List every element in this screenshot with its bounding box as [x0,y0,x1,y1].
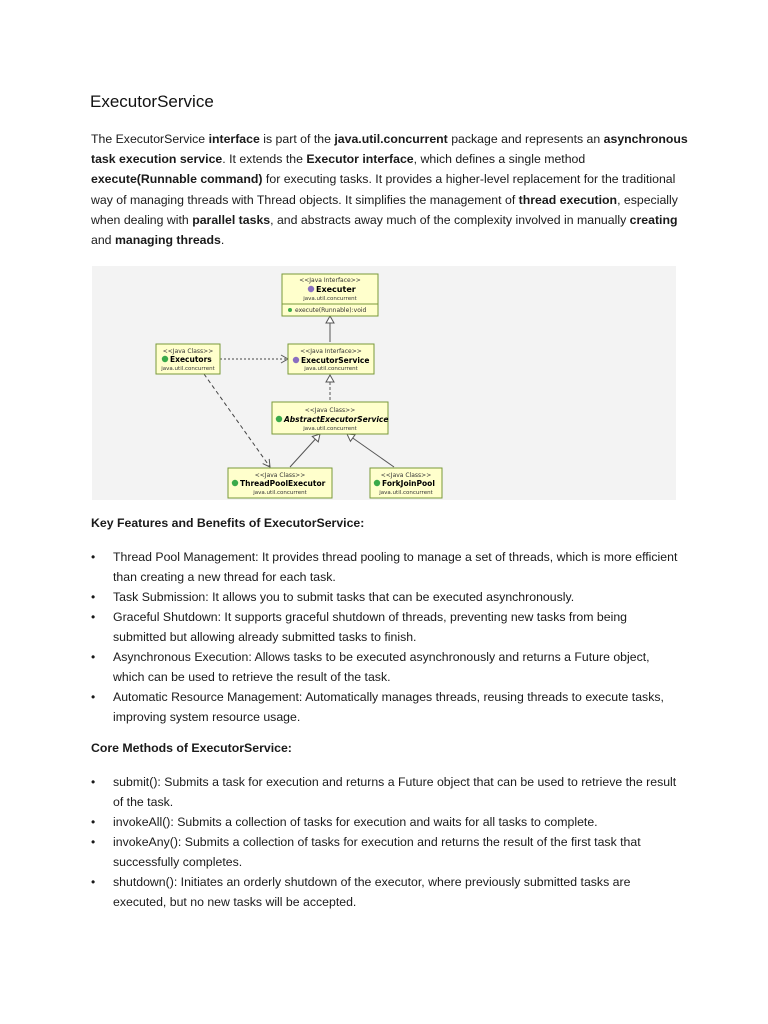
uml-class-name: ThreadPoolExecutor [240,479,326,488]
list-item-text: Thread Pool Management: It provides thread pooling to manage a set of threads, which is more efficient than creating a new thread for each task. [113,550,678,584]
uml-package: java.util.concurrent [379,490,433,496]
uml-class-name: Executors [170,355,212,364]
class-icon [276,416,282,422]
public-method-icon [288,308,292,312]
intro-text: . [220,233,225,248]
intro-text: , especially when dealing with [91,192,678,227]
intro-text: package and represents an [447,132,604,146]
uml-box-thread-pool-executor [228,468,332,498]
list-item-text: Automatic Resource Management: Automatically manages threads, reusing threads to execute tasks, improving system resource usage. [113,690,664,724]
uml-box-abstract-executor-service [272,402,388,434]
intro-text: is part of the [259,132,335,146]
bullet-icon: • [91,875,96,889]
uml-class-name: ForkJoinPool [382,479,435,488]
interface-icon [308,286,314,292]
intro-text: . It extends the [222,152,307,167]
intro-bold: java.util.concurrent [334,132,448,146]
uml-stereotype: <<Java Class>> [162,348,214,355]
intro-bold: thread execution [518,192,618,207]
list-item-text: submit(): Submits a task for execution and returns a Future object that can be used to retrieve the result of the task. [113,775,677,809]
interface-icon [293,357,299,363]
features-heading: Key Features and Benefits of ExecutorService: [91,516,365,530]
list-item [91,647,681,687]
intro-bold: execute(Runnable command) [91,172,263,187]
intro-bold: creating [629,212,678,227]
inheritance-arrow [347,434,394,467]
uml-package: java.util.concurrent [303,296,357,302]
page-title: ExecutorService [90,92,214,111]
list-item-text: shutdown(): Initiates an orderly shutdown of the executor, where previously submitted tasks are executed, but no new tasks will be accepted. [113,875,631,909]
list-item [91,772,681,812]
uml-method: execute(Runnable):void [295,307,367,314]
intro-paragraph [91,129,691,250]
uml-class-diagram [92,266,676,500]
uml-box-fork-join-pool [370,468,442,498]
bullet-icon: • [91,835,96,849]
uml-package: java.util.concurrent [253,490,307,496]
uml-class-name: AbstractExecutorService [284,415,389,424]
class-icon [232,480,238,486]
bullet-icon: • [91,690,96,704]
dependency-arrow [204,374,270,467]
list-item [91,547,681,587]
bullet-icon: • [91,815,96,829]
uml-stereotype: <<Java Class>> [380,472,432,479]
list-item-text: Task Submission: It allows you to submit tasks that can be executed asynchronously. [113,590,575,604]
uml-package: java.util.concurrent [304,366,358,372]
bullet-icon: • [91,775,96,789]
intro-bold: interface [208,132,260,146]
bullet-icon: • [91,550,96,564]
uml-stereotype: <<Java Class>> [254,472,306,479]
class-icon [162,356,168,362]
intro-bold: asynchronous task execution service [91,132,688,167]
list-item-text: Asynchronous Execution: Allows tasks to be executed asynchronously and returns a Future object, which can be used to retrieve the result of the task. [113,650,650,684]
uml-stereotype: <<Java Interface>> [300,348,362,355]
uml-box-executor [282,274,378,316]
intro-text: , which defines a single method [413,152,586,167]
uml-package: java.util.concurrent [161,366,215,372]
uml-box-executor-service [288,344,374,374]
intro-bold: managing threads [114,233,221,248]
uml-box-executors [156,344,220,374]
intro-text: , and abstracts away much of the complexity involved in manually [270,212,630,227]
uml-stereotype: <<Java Class>> [304,407,356,414]
class-icon [374,480,380,486]
intro-bold: parallel tasks [192,212,271,227]
list-item [91,872,681,912]
list-item-text: Graceful Shutdown: It supports graceful shutdown of threads, preventing new tasks from being submitted but allowing already submitted tasks to finish. [113,610,628,644]
list-item [91,812,681,832]
list-item [91,687,681,727]
uml-class-name: Executer [316,285,356,294]
methods-heading: Core Methods of ExecutorService: [91,741,292,755]
intro-text: for executing tasks. It provides a higher-level replacement for the traditional way of managing threads with Thread objects. It simplifies the management of [91,172,676,207]
features-list [91,547,681,727]
list-item [91,587,681,607]
list-item [91,832,681,872]
bullet-icon: • [91,650,96,664]
methods-list [91,772,681,912]
uml-class-name: ExecutorService [301,356,370,365]
inheritance-arrow [290,434,320,467]
list-item [91,607,681,647]
uml-stereotype: <<Java Interface>> [299,277,361,284]
intro-text: and [91,233,115,248]
intro-text: The ExecutorService [91,132,209,146]
bullet-icon: • [91,590,96,604]
intro-bold: Executor interface [306,152,414,167]
uml-package: java.util.concurrent [303,426,357,432]
list-item-text: invokeAll(): Submits a collection of tasks for execution and waits for all tasks to complete. [113,815,598,829]
bullet-icon: • [91,610,96,624]
list-item-text: invokeAny(): Submits a collection of tasks for execution and returns the result of the first task that successfully completes. [113,835,641,869]
